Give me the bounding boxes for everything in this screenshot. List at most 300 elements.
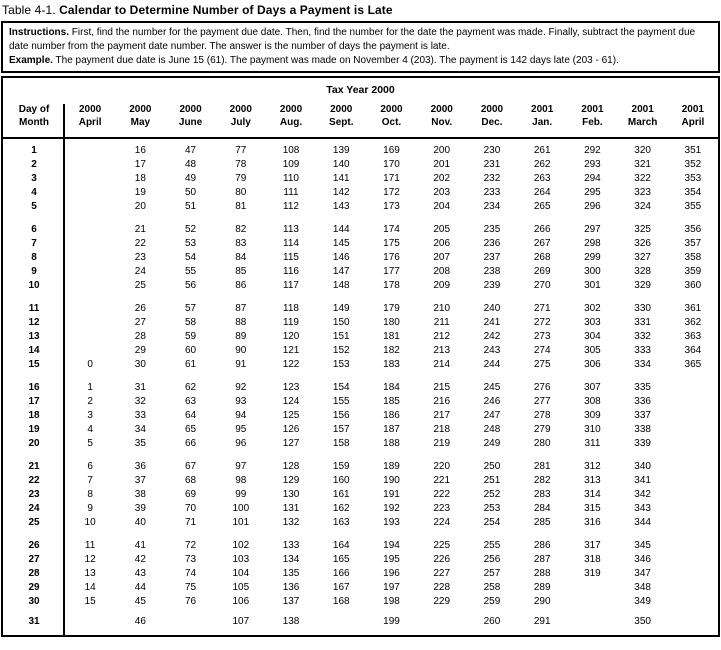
value-cell: 115 (283, 251, 299, 263)
value-cell: 293 (584, 158, 601, 170)
value-cell: 41 (134, 539, 146, 551)
day-of-month-header (3, 104, 65, 129)
header-year: 2001 (631, 104, 654, 116)
calendar-table (1, 76, 720, 636)
value-cell: 196 (383, 567, 400, 579)
value-cell (567, 581, 617, 595)
value-cell: 1 (87, 381, 93, 393)
value-cell: 361 (684, 302, 702, 314)
value-cell: 81 (235, 200, 247, 212)
value-cell: 347 (634, 567, 651, 579)
value-cell: 63 (185, 395, 197, 407)
value-cell: 109 (282, 158, 300, 170)
value-cell: 247 (483, 409, 501, 421)
day-cell: 15 (28, 358, 40, 370)
value-cell: 34 (134, 423, 146, 435)
value-cell: 25 (134, 279, 146, 291)
value-cell: 78 (235, 158, 247, 170)
value-cell: 207 (433, 251, 451, 263)
value-cell: 28 (134, 330, 146, 342)
value-cell: 71 (185, 516, 197, 528)
value-cell: 142 (332, 186, 350, 198)
value-cell: 205 (433, 223, 451, 235)
value-cell: 320 (634, 144, 651, 156)
table-row-day-14 (3, 344, 718, 358)
value-cell: 163 (332, 516, 350, 528)
value-cell (165, 615, 215, 629)
table-row-day-22 (3, 474, 718, 488)
day-cell: 12 (28, 316, 40, 328)
value-cell: 303 (584, 316, 601, 328)
value-cell: 321 (634, 158, 651, 170)
value-cell: 147 (332, 265, 350, 277)
value-cell: 271 (533, 302, 551, 314)
value-cell: 308 (584, 395, 601, 407)
value-cell: 258 (483, 581, 501, 593)
value-cell: 314 (584, 488, 601, 500)
value-cell: 233 (483, 186, 501, 198)
day-cell: 6 (31, 223, 37, 235)
value-cell: 200 (433, 144, 451, 156)
value-cell: 92 (235, 381, 247, 393)
value-cell: 219 (433, 437, 451, 449)
value-cell: 146 (332, 251, 350, 263)
value-cell: 126 (282, 423, 300, 435)
value-cell: 174 (383, 223, 400, 235)
value-cell: 333 (634, 344, 651, 356)
value-cell: 66 (185, 437, 197, 449)
value-cell: 156 (332, 409, 350, 421)
value-cell: 302 (584, 302, 601, 314)
value-cell: 209 (433, 279, 451, 291)
value-cell: 67 (185, 460, 197, 472)
value-cell: 193 (383, 516, 400, 528)
value-cell: 154 (332, 381, 350, 393)
value-cell: 232 (483, 172, 501, 184)
value-cell: 339 (634, 437, 651, 449)
day-cell: 30 (28, 595, 40, 607)
day-cell: 17 (28, 395, 40, 407)
value-cell: 137 (282, 595, 300, 607)
value-cell: 143 (332, 200, 350, 212)
value-cell: 12 (84, 553, 96, 565)
value-cell: 358 (684, 251, 702, 263)
example-text: The payment due date is June 15 (61). The payment was made on November 4 (203). The payment is 142 days late (203 - 61). (55, 54, 619, 66)
value-cell: 36 (134, 460, 146, 472)
month-header-2000-may (115, 104, 165, 129)
value-cell (567, 595, 617, 609)
value-cell: 56 (185, 279, 197, 291)
value-cell: 226 (433, 553, 451, 565)
value-cell: 68 (185, 474, 197, 486)
value-cell: 103 (232, 553, 250, 565)
value-cell: 297 (584, 223, 601, 235)
value-cell: 37 (134, 474, 146, 486)
value-cell: 212 (433, 330, 451, 342)
value-cell: 206 (433, 237, 451, 249)
value-cell: 300 (584, 265, 601, 277)
day-cell: 18 (28, 409, 40, 421)
value-cell: 279 (533, 423, 551, 435)
value-cell: 7 (87, 474, 93, 486)
value-cell: 160 (332, 474, 350, 486)
value-cell: 252 (483, 488, 501, 500)
value-cell: 310 (584, 423, 601, 435)
value-cell: 106 (232, 595, 250, 607)
value-cell (668, 502, 718, 516)
value-cell: 259 (483, 595, 501, 607)
value-cell: 313 (584, 474, 601, 486)
header-month: May (130, 116, 151, 128)
value-cell: 352 (684, 158, 702, 170)
value-cell: 30 (134, 358, 146, 370)
table-row-day-12 (3, 316, 718, 330)
value-cell: 267 (533, 237, 551, 249)
value-cell: 33 (134, 409, 146, 421)
value-cell: 188 (383, 437, 400, 449)
table-row-day-21 (3, 460, 718, 474)
value-cell (65, 251, 115, 265)
value-cell: 317 (584, 539, 601, 551)
value-cell: 93 (235, 395, 247, 407)
value-cell: 39 (134, 502, 146, 514)
value-cell: 5 (87, 437, 93, 449)
value-cell: 22 (134, 237, 146, 249)
value-cell: 319 (584, 567, 601, 579)
value-cell: 199 (383, 615, 400, 627)
value-cell: 98 (235, 474, 247, 486)
value-cell: 357 (684, 237, 702, 249)
value-cell: 242 (483, 330, 501, 342)
day-cell: 20 (28, 437, 40, 449)
day-cell: 26 (28, 539, 40, 551)
value-cell: 169 (383, 144, 400, 156)
value-cell: 225 (433, 539, 451, 551)
value-cell: 83 (235, 237, 247, 249)
header-year: 2000 (330, 104, 353, 116)
value-cell: 275 (533, 358, 551, 370)
value-cell: 363 (684, 330, 702, 342)
header-month: Sept. (329, 116, 354, 128)
value-cell (65, 158, 115, 172)
value-cell: 165 (332, 553, 350, 565)
value-cell: 330 (634, 302, 651, 314)
value-cell: 359 (684, 265, 702, 277)
value-cell: 145 (332, 237, 350, 249)
table-row-day-30 (3, 595, 718, 609)
value-cell: 356 (684, 223, 702, 235)
value-cell: 341 (634, 474, 651, 486)
value-cell: 167 (332, 581, 350, 593)
value-cell: 9 (87, 502, 93, 514)
value-cell: 135 (282, 567, 300, 579)
value-cell: 102 (232, 539, 250, 551)
value-cell (668, 423, 718, 437)
value-cell: 136 (282, 581, 300, 593)
value-cell: 45 (134, 595, 146, 607)
value-cell: 124 (282, 395, 300, 407)
value-cell: 49 (185, 172, 197, 184)
day-cell: 16 (28, 381, 40, 393)
value-cell: 15 (84, 595, 96, 607)
value-cell: 18 (134, 172, 146, 184)
value-cell: 326 (634, 237, 651, 249)
value-cell: 123 (282, 381, 300, 393)
value-cell: 350 (634, 615, 651, 627)
value-cell: 89 (235, 330, 247, 342)
value-cell: 291 (533, 615, 551, 627)
header-month: Feb. (582, 116, 603, 128)
value-cell: 166 (332, 567, 350, 579)
value-cell: 43 (134, 567, 146, 579)
month-header-2000-dec (467, 104, 517, 129)
table-row-day-29 (3, 581, 718, 595)
value-cell: 246 (483, 395, 501, 407)
value-cell (668, 553, 718, 567)
value-cell: 55 (185, 265, 197, 277)
value-cell: 62 (185, 381, 197, 393)
table-row-day-16 (3, 381, 718, 395)
value-cell: 164 (332, 539, 350, 551)
value-cell (65, 344, 115, 358)
value-cell (65, 200, 115, 214)
value-cell: 198 (383, 595, 400, 607)
table-row-day-25 (3, 516, 718, 530)
value-cell: 183 (383, 358, 400, 370)
value-cell: 91 (235, 358, 247, 370)
value-cell: 304 (584, 330, 601, 342)
month-header-2001-feb (567, 104, 617, 129)
day-cell: 29 (28, 581, 40, 593)
value-cell: 26 (134, 302, 146, 314)
header-year: 2000 (129, 104, 152, 116)
value-cell: 331 (634, 316, 651, 328)
table-row-day-4 (3, 186, 718, 200)
month-header-2000-june (165, 104, 215, 129)
value-cell: 8 (87, 488, 93, 500)
value-cell (65, 186, 115, 200)
table-row-day-23 (3, 488, 718, 502)
value-cell: 151 (332, 330, 350, 342)
value-cell: 217 (433, 409, 451, 421)
value-cell: 172 (383, 186, 400, 198)
day-cell: 8 (31, 251, 37, 263)
value-cell: 306 (584, 358, 601, 370)
value-cell: 223 (433, 502, 451, 514)
value-cell: 344 (634, 516, 651, 528)
value-cell: 364 (684, 344, 702, 356)
value-cell (668, 437, 718, 451)
value-cell: 329 (634, 279, 651, 291)
table-row-day-5 (3, 200, 718, 214)
value-cell: 117 (283, 279, 299, 291)
value-cell: 51 (185, 200, 197, 212)
value-cell: 301 (584, 279, 601, 291)
table-number-label: Table 4-1. (2, 3, 56, 17)
value-cell: 295 (584, 186, 601, 198)
value-cell: 218 (433, 423, 451, 435)
value-cell: 189 (383, 460, 400, 472)
value-cell: 342 (634, 488, 651, 500)
value-cell: 46 (134, 615, 146, 627)
value-cell: 289 (533, 581, 551, 593)
table-title-text: Calendar to Determine Number of Days a Payment is Late (59, 3, 393, 17)
month-header-2001-jan (517, 104, 567, 129)
value-cell: 224 (433, 516, 451, 528)
value-cell: 173 (383, 200, 400, 212)
value-cell: 52 (185, 223, 197, 235)
value-cell: 184 (383, 381, 400, 393)
table-header-row (3, 100, 718, 138)
value-cell: 40 (134, 516, 146, 528)
value-cell: 170 (383, 158, 400, 170)
value-cell: 274 (533, 344, 551, 356)
table-row-day-24 (3, 502, 718, 516)
value-cell: 90 (235, 344, 247, 356)
value-cell (65, 237, 115, 251)
value-cell: 155 (332, 395, 350, 407)
table-row-day-18 (3, 409, 718, 423)
value-cell: 287 (533, 553, 551, 565)
value-cell: 262 (533, 158, 551, 170)
value-cell: 268 (533, 251, 551, 263)
header-month: April (681, 116, 705, 128)
value-cell: 335 (634, 381, 651, 393)
value-cell: 2 (87, 395, 93, 407)
value-cell (65, 144, 115, 158)
value-cell: 281 (533, 460, 551, 472)
value-cell: 152 (332, 344, 350, 356)
day-cell: 7 (31, 237, 37, 249)
value-cell: 157 (332, 423, 350, 435)
value-cell: 11 (84, 539, 96, 551)
value-cell: 322 (634, 172, 651, 184)
value-cell: 86 (235, 279, 247, 291)
value-cell: 129 (282, 474, 300, 486)
value-cell: 76 (185, 595, 197, 607)
table-row-day-1 (3, 144, 718, 158)
value-cell (65, 279, 115, 293)
value-cell: 204 (433, 200, 451, 212)
value-cell: 298 (584, 237, 601, 249)
value-cell: 235 (483, 223, 501, 235)
value-cell: 29 (134, 344, 146, 356)
value-cell: 311 (584, 437, 601, 449)
value-cell: 35 (134, 437, 146, 449)
value-cell: 315 (584, 502, 601, 514)
value-cell: 80 (235, 186, 247, 198)
table-row-day-26 (3, 539, 718, 553)
value-cell: 171 (383, 172, 400, 184)
value-cell: 264 (533, 186, 551, 198)
table-row-day-3 (3, 172, 718, 186)
value-cell: 354 (684, 186, 702, 198)
value-cell: 84 (235, 251, 247, 263)
month-header-2001-april (668, 104, 718, 129)
table-row-day-31 (3, 615, 718, 629)
value-cell: 38 (134, 488, 146, 500)
value-cell: 324 (634, 200, 651, 212)
value-cell: 138 (282, 615, 300, 627)
value-cell: 229 (433, 595, 451, 607)
value-cell: 231 (483, 158, 501, 170)
value-cell: 263 (533, 172, 551, 184)
value-cell: 105 (232, 581, 250, 593)
header-year: 2000 (229, 104, 252, 116)
value-cell: 194 (383, 539, 400, 551)
header-year: 2000 (78, 104, 102, 116)
value-cell: 195 (383, 553, 400, 565)
value-cell: 114 (283, 237, 299, 249)
value-cell: 121 (282, 344, 300, 356)
value-cell: 88 (235, 316, 247, 328)
value-cell: 338 (634, 423, 651, 435)
value-cell: 362 (684, 316, 702, 328)
value-cell: 14 (84, 581, 96, 593)
value-cell: 332 (634, 330, 651, 342)
instructions-box (1, 21, 720, 73)
day-cell: 23 (28, 488, 40, 500)
value-cell: 261 (533, 144, 551, 156)
value-cell: 345 (634, 539, 651, 551)
value-cell: 159 (332, 460, 350, 472)
value-cell: 161 (332, 488, 350, 500)
header-month: March (627, 116, 658, 128)
value-cell: 108 (282, 144, 300, 156)
value-cell: 61 (185, 358, 197, 370)
value-cell: 251 (483, 474, 501, 486)
value-cell: 312 (584, 460, 601, 472)
value-cell: 0 (87, 358, 93, 370)
value-cell: 97 (235, 460, 247, 472)
value-cell: 288 (533, 567, 551, 579)
value-cell: 77 (235, 144, 247, 156)
value-cell (668, 516, 718, 530)
value-cell: 318 (584, 553, 601, 565)
value-cell: 158 (332, 437, 350, 449)
value-cell (668, 381, 718, 395)
day-cell: 28 (28, 567, 40, 579)
table-row-day-28 (3, 567, 718, 581)
value-cell: 186 (383, 409, 400, 421)
value-cell (65, 172, 115, 186)
header-year: 2001 (681, 104, 704, 116)
value-cell: 273 (533, 330, 551, 342)
value-cell: 296 (584, 200, 601, 212)
day-cell: 31 (28, 615, 40, 627)
value-cell: 260 (483, 615, 501, 627)
day-cell: 10 (28, 279, 40, 291)
value-cell: 227 (433, 567, 451, 579)
value-cell: 277 (533, 395, 551, 407)
value-cell: 191 (383, 488, 400, 500)
value-cell: 64 (185, 409, 197, 421)
day-cell: 11 (28, 302, 40, 314)
day-cell: 14 (28, 344, 40, 356)
table-row-day-15 (3, 358, 718, 372)
value-cell: 48 (185, 158, 197, 170)
value-cell (668, 567, 718, 581)
value-cell (417, 615, 467, 629)
value-cell: 178 (383, 279, 400, 291)
value-cell: 234 (483, 200, 501, 212)
value-cell (668, 488, 718, 502)
value-cell: 127 (282, 437, 300, 449)
value-cell: 130 (282, 488, 300, 500)
value-cell (65, 316, 115, 330)
day-cell: 13 (28, 330, 40, 342)
instructions-label: Instructions. (9, 27, 70, 38)
